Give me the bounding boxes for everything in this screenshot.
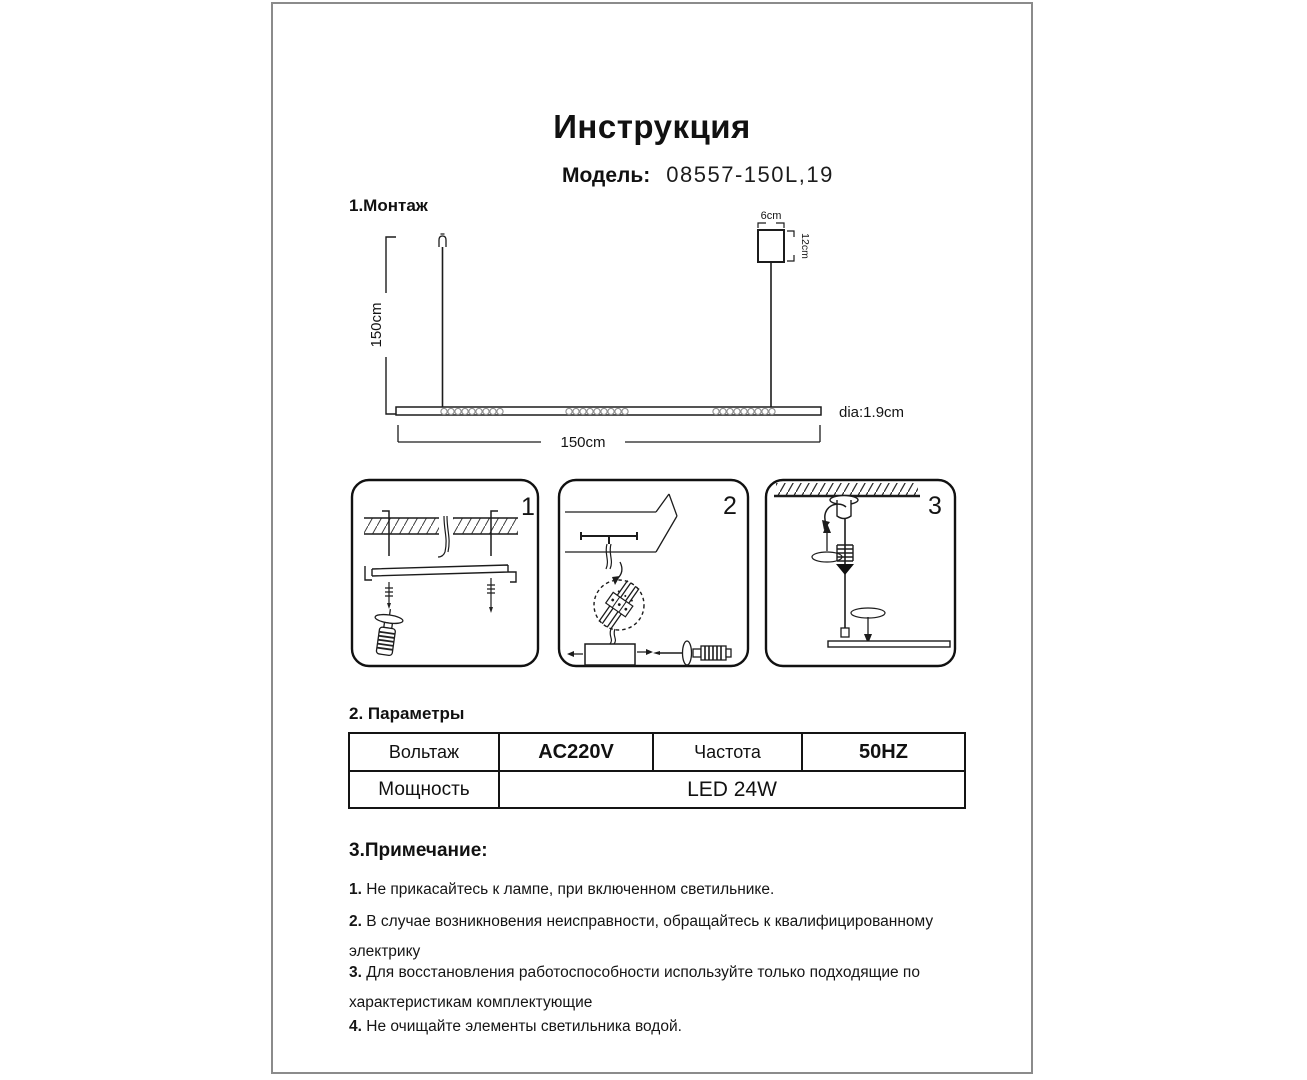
canopy-width-bracket xyxy=(758,223,784,228)
canopy-height-label: 12cm xyxy=(799,233,811,259)
note-3-number: 3. xyxy=(349,964,362,981)
note-2-number: 2. xyxy=(349,913,362,930)
model-value: 08557-150L,19 xyxy=(666,162,834,187)
cell-voltage-label: Вольтаж xyxy=(350,734,500,770)
note-item-1 xyxy=(349,875,977,905)
canopy-box xyxy=(758,230,784,262)
cable-end-connector xyxy=(841,628,849,637)
note-3-text: Для восстановления работоспособности используйте только подходящие по характеристикам комплектующие xyxy=(349,964,920,1011)
note-item-4 xyxy=(349,1012,977,1042)
panel-border xyxy=(766,480,955,666)
step-2-number: 2 xyxy=(723,492,737,520)
lamp-bar-side xyxy=(828,641,950,647)
cell-power-label: Мощность xyxy=(350,772,500,807)
cell-frequency-label: Частота xyxy=(654,734,803,770)
cell-voltage-value: AC220V xyxy=(500,734,654,770)
parameters-row-2 xyxy=(350,770,964,807)
note-1-text: Не прикасайтесь к лампе, при включенном светильнике. xyxy=(366,881,775,898)
note-2-text: В случае возникновения неисправности, обращайтесь к квалифицированному электрику xyxy=(349,913,934,960)
step-2-illustration xyxy=(557,478,750,668)
model-row xyxy=(562,162,834,188)
section-notes-heading: 3.Примечание: xyxy=(349,840,488,861)
diameter-label: dia:1.9cm xyxy=(839,404,905,421)
length-dim-label: 150cm xyxy=(560,434,606,451)
wire-cap xyxy=(439,234,446,247)
note-item-3 xyxy=(349,958,977,1018)
section-montage-heading: 1.Монтаж xyxy=(349,196,428,215)
step-1-illustration xyxy=(350,478,540,668)
model-label: Модель: xyxy=(562,164,651,187)
length-dim-line xyxy=(398,425,820,442)
note-1-number: 1. xyxy=(349,881,362,898)
step-1-number: 1 xyxy=(521,493,535,521)
parameters-table xyxy=(348,732,966,809)
note-4-number: 4. xyxy=(349,1018,362,1035)
height-dim-line xyxy=(386,237,396,414)
canopy-width-label: 6cm xyxy=(760,210,782,222)
canopy-housing xyxy=(585,644,635,665)
height-dim-label: 150cm xyxy=(368,302,385,348)
step-3-illustration xyxy=(764,478,957,668)
cell-power-value: LED 24W xyxy=(687,777,777,801)
parameters-row-1 xyxy=(350,734,964,770)
section-parameters-heading: 2. Параметры xyxy=(349,704,465,723)
panel-border xyxy=(559,480,748,666)
canopy-height-bracket xyxy=(787,231,794,261)
cell-frequency-value: 50HZ xyxy=(859,740,908,763)
montage-dimension-diagram xyxy=(273,202,973,454)
ceiling-hatch xyxy=(776,483,918,495)
step-3-number: 3 xyxy=(928,492,942,520)
note-4-text: Не очищайте элементы светильника водой. xyxy=(366,1018,682,1035)
page-title: Инструкция xyxy=(553,108,751,145)
canopy-cup-body xyxy=(837,500,851,519)
instruction-sheet xyxy=(271,2,1033,1074)
